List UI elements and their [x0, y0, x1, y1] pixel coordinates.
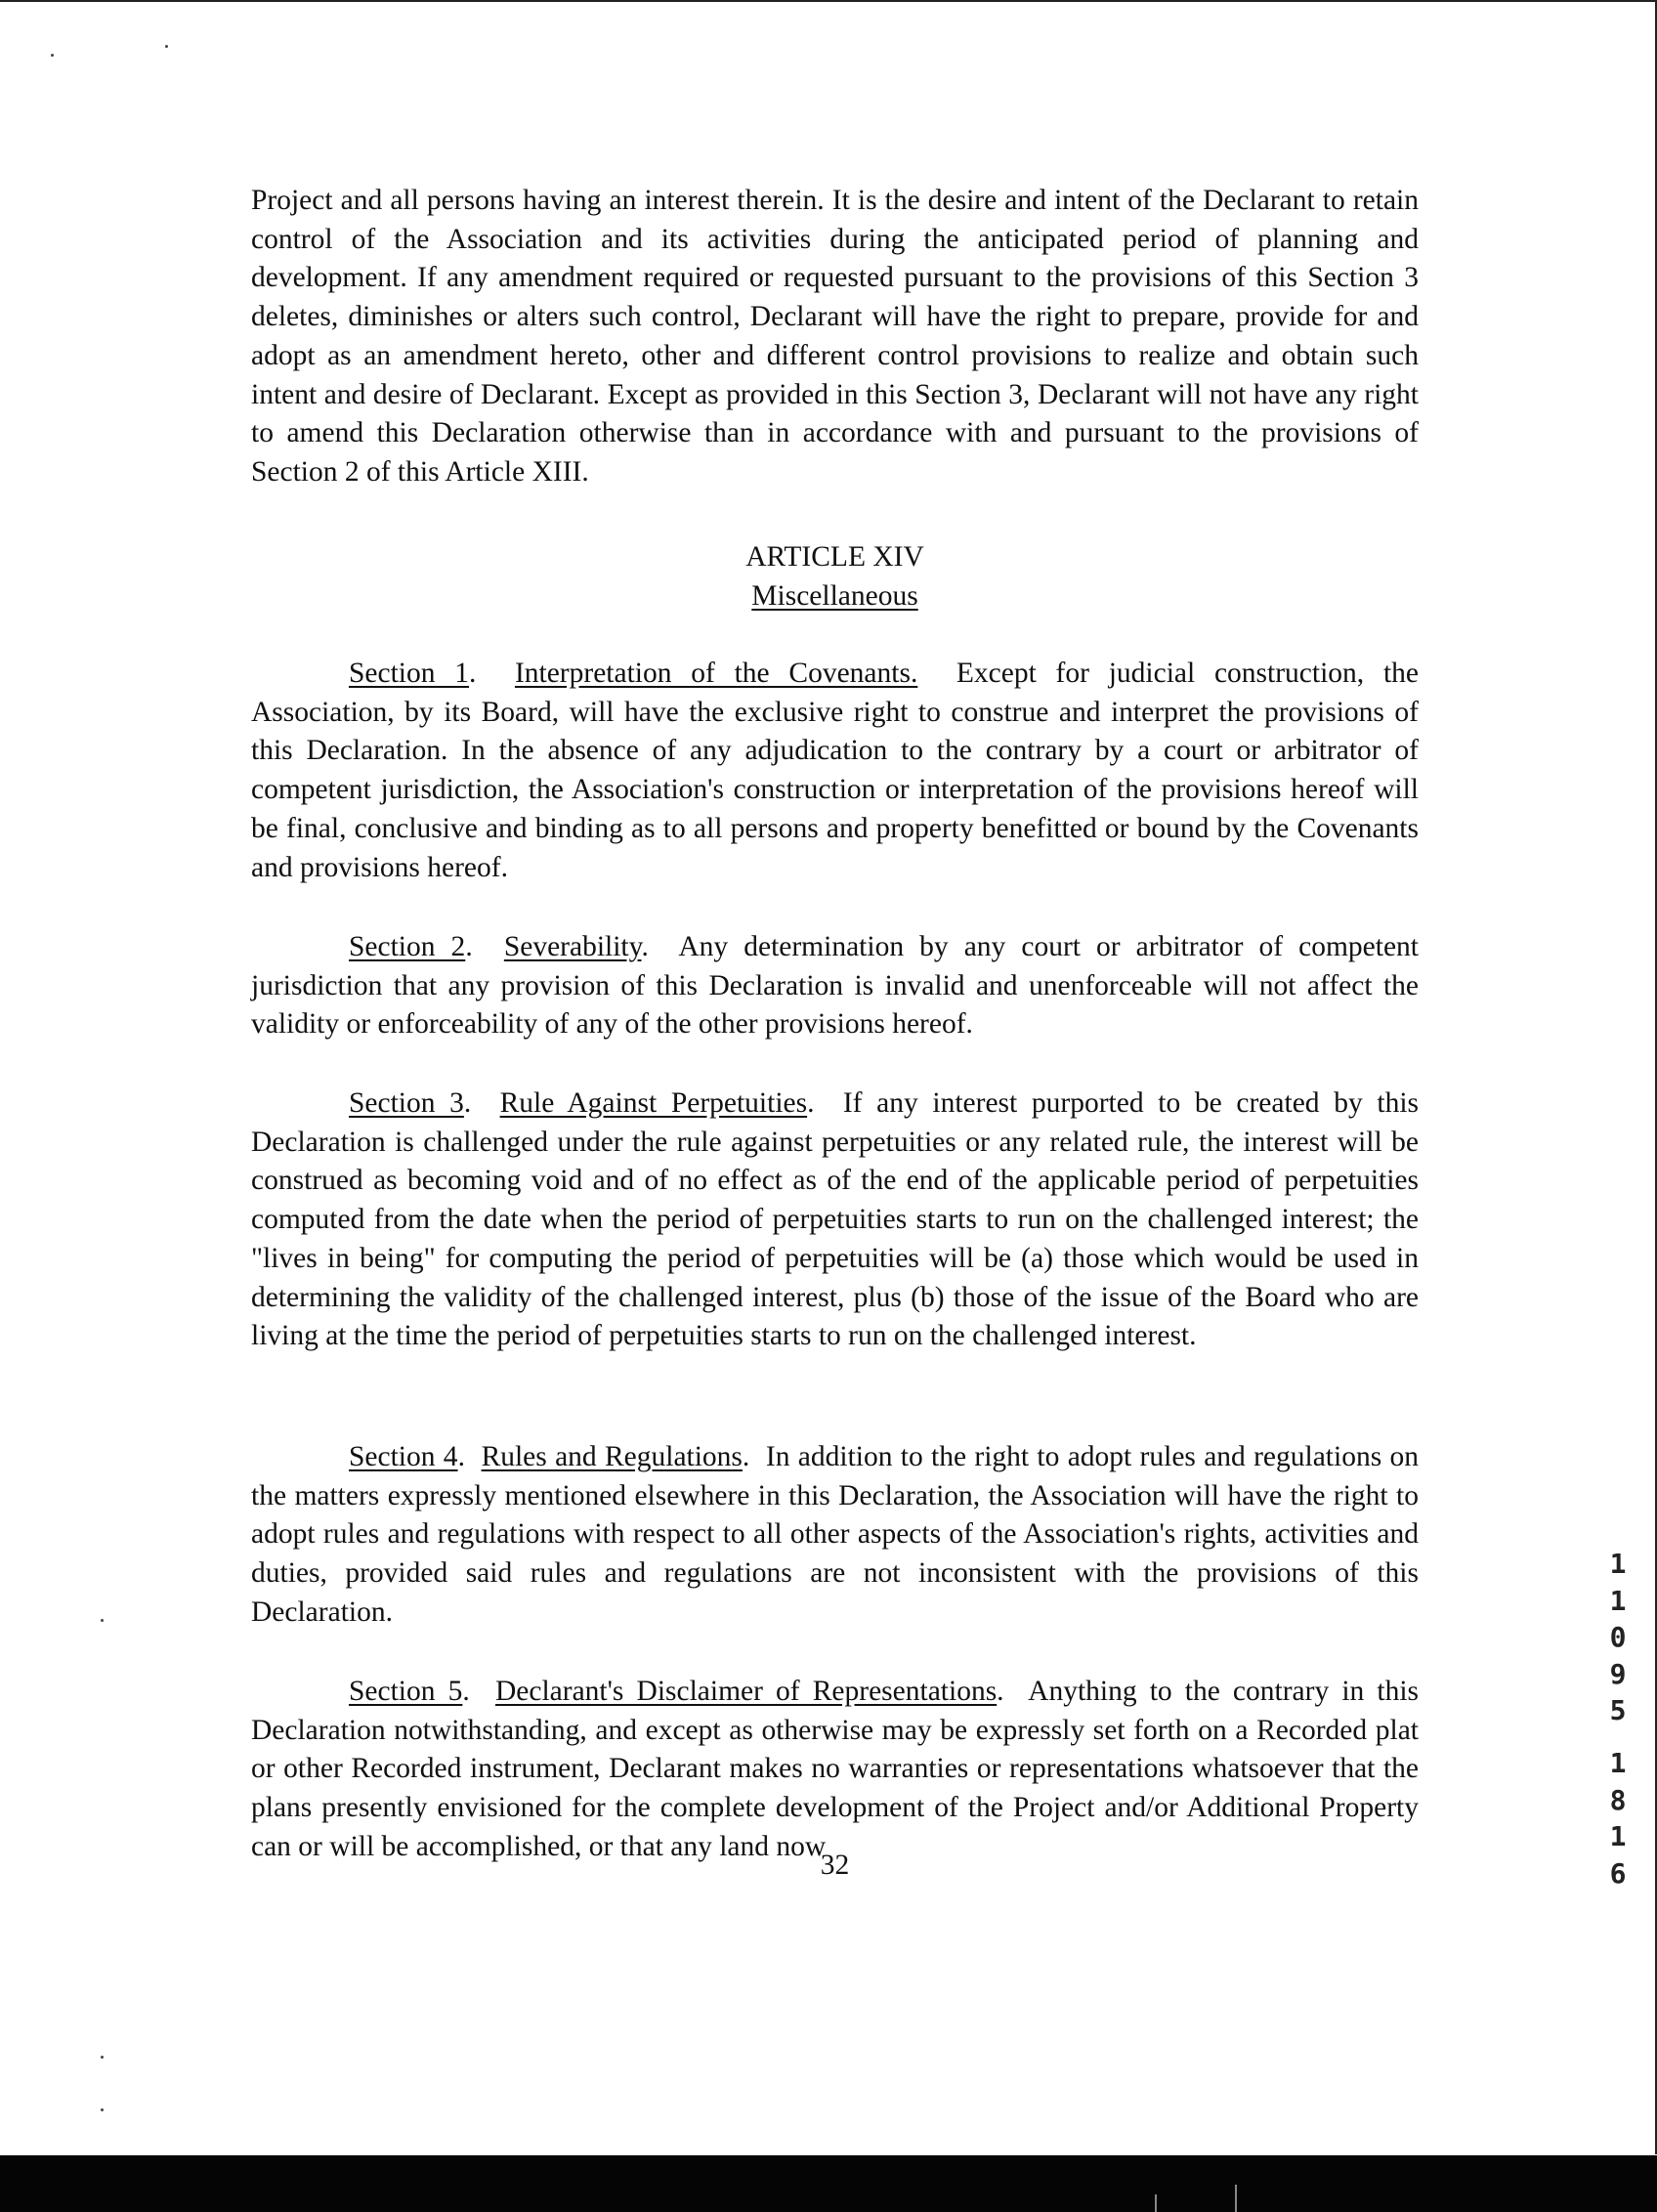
section-5-text: Anything to the contrary in this Declaration notwithstanding, and except as otherwise may be expressly set forth on a Recorded plat or other Recorded instrument, Declarant makes no warranties or representations whatsoever that the plans presently envisioned for the complete development of the Project and/or Additional Property can or will be accomplished, or that any land now [251, 1676, 1420, 1862]
scan-speck [101, 2108, 104, 2111]
stamp-digit: 5 [1609, 1694, 1627, 1726]
stamp-digit: 8 [1609, 1783, 1627, 1816]
section-3-label: Section 3 [349, 1087, 464, 1119]
scan-band-tick [1155, 2194, 1157, 2212]
continued-paragraph: Project and all persons having an interest therein. It is the desire and intent of the Declarant to retain control of the Association and its activities during the anticipated period of planning and development. If any amendment required or requested pursuant to the provisions of this Section 3 deletes, diminishes or alters such control, Declarant will have the right to prepare, provide for and adopt as an amendment hereto, other and different control provisions to realize and obtain such intent and desire of Declarant. Except as provided in this Section 3, Declarant will not have any right to amend this Declaration otherwise than in accordance with and pursuant to the provisions of Section 2 of this Article XIII. [251, 185, 1419, 488]
scan-band-tick [1235, 2185, 1237, 2212]
section-2: Section 2. Severability. Any determination by any court or arbitrator of competent jurisdiction that any provision of this Declaration is invalid and unenforceable will not affect the validity or enforceability of any of the other provisions hereof. [251, 931, 1420, 1041]
section-4-label: Section 4 [349, 1441, 458, 1472]
side-stamp-lower [1603, 1745, 1633, 1892]
article-number: ARTICLE XIV [745, 541, 924, 573]
stamp-digit: 1 [1609, 1584, 1627, 1617]
stamp-digit: 1 [1609, 1548, 1627, 1580]
section-3-heading: Rule Against Perpetuities [499, 1087, 808, 1119]
section-5-label: Section 5 [349, 1676, 463, 1707]
scan-speck [165, 45, 168, 48]
scan-bottom-band [0, 2155, 1657, 2212]
article-title-text: Miscellaneous [751, 580, 918, 612]
stamp-digit: 9 [1609, 1657, 1627, 1690]
side-stamp-upper [1603, 1546, 1633, 1729]
stamp-digit: 1 [1609, 1820, 1627, 1852]
stamp-digit: 1 [1609, 1747, 1627, 1779]
scan-speck [51, 54, 54, 57]
section-4: Section 4. Rules and Regulations. In addition to the right to adopt rules and regulations on the matters expressly mentioned elsewhere in this Declaration, the Association will have the right to adopt rules and regulations with respect to all other aspects of the Association's rights, activities and duties, provided said rules and regulations are not inconsistent with the provisions of this Declaration. [251, 1441, 1419, 1628]
section-1-heading: Interpretation of the Covenants. [514, 658, 918, 689]
section-2-heading: Severability [503, 931, 642, 962]
scan-top-border [0, 0, 1657, 2]
section-4-heading: Rules and Regulations [481, 1441, 743, 1472]
section-1-label: Section 1 [349, 658, 470, 689]
section-1-text: Except for judicial construction, the Association, by its Board, will have the exclusive right to construe and interpret the provisions of this Declaration. In the absence of any adjudication to the contrary by a court or arbitrator of competent jurisdiction, the Association's construction or interpretation of the provisions hereof will be final, conclusive and binding as to all persons and property benefitted or bound by the Covenants and provisions hereof. [251, 658, 1419, 883]
scan-speck [101, 1619, 104, 1622]
section-1: Section 1. Interpretation of the Covenants. Except for judicial construction, the Association, by its Board, will have the exclusive right to construe and interpret the provisions of this Declaration. In the absence of any adjudication to the contrary by a court or arbitrator of competent jurisdiction, the Association's construction or interpretation of the provisions hereof will be final, conclusive and binding as to all persons and property benefitted or bound by the Covenants and provisions hereof. [251, 658, 1419, 883]
stamp-digit: 0 [1609, 1621, 1627, 1653]
page-number: 32 [820, 1850, 850, 1881]
section-3-text: If any interest purported to be created by this Declaration is challenged under the rule against perpetuities or any related rule, the interest will be construed as becoming void and of no effect as of the end of the applicable period of perpetuities computed from the date when the period of perpetuities starts to run on the challenged interest; the "lives in being" for computing the period of perpetuities will be (a) those which would be used in determining the validity of the challenged interest, plus (b) those of the issue of the Board who are living at the time the period of perpetuities starts to run on the challenged interest. [251, 1087, 1419, 1352]
article-title [251, 576, 1419, 616]
stamp-digit: 6 [1609, 1856, 1627, 1890]
section-2-label: Section 2 [349, 931, 466, 962]
section-4-text: In addition to the right to adopt rules and regulations on the matters expressly mentioned elsewhere in this Declaration, the Association will have the right to adopt rules and regulations with respect to all other aspects of the Association's rights, activities and duties, provided said rules and regulations are not inconsistent with the provisions of this Declaration. [251, 1441, 1419, 1628]
section-2-text: Any determination by any court or arbitrator of competent jurisdiction that any provision of this Declaration is invalid and unenforceable will not affect the validity or enforceability of any of the other provisions hereof. [251, 931, 1420, 1041]
section-5: Section 5. Declarant's Disclaimer of Representations. Anything to the contrary in this Declaration notwithstanding, and except as otherwise may be expressly set forth on a Recorded plat or other Recorded instrument, Declarant makes no warranties or representations whatsoever that the plans presently envisioned for the complete development of the Project and/or Additional Property can or will be accomplished, or that any land now [251, 1676, 1420, 1862]
scan-speck [101, 2056, 104, 2059]
section-3: Section 3. Rule Against Perpetuities. If any interest purported to be created by this Declaration is challenged under the rule against perpetuities or any related rule, the interest will be construed as becoming void and of no effect as of the end of the applicable period of perpetuities computed from the date when the period of perpetuities starts to run on the challenged interest; the "lives in being" for computing the period of perpetuities will be (a) those which would be used in determining the validity of the challenged interest, plus (b) those of the issue of the Board who are living at the time the period of perpetuities starts to run on the challenged interest. [251, 1087, 1419, 1352]
section-5-heading: Declarant's Disclaimer of Representations [494, 1676, 998, 1707]
